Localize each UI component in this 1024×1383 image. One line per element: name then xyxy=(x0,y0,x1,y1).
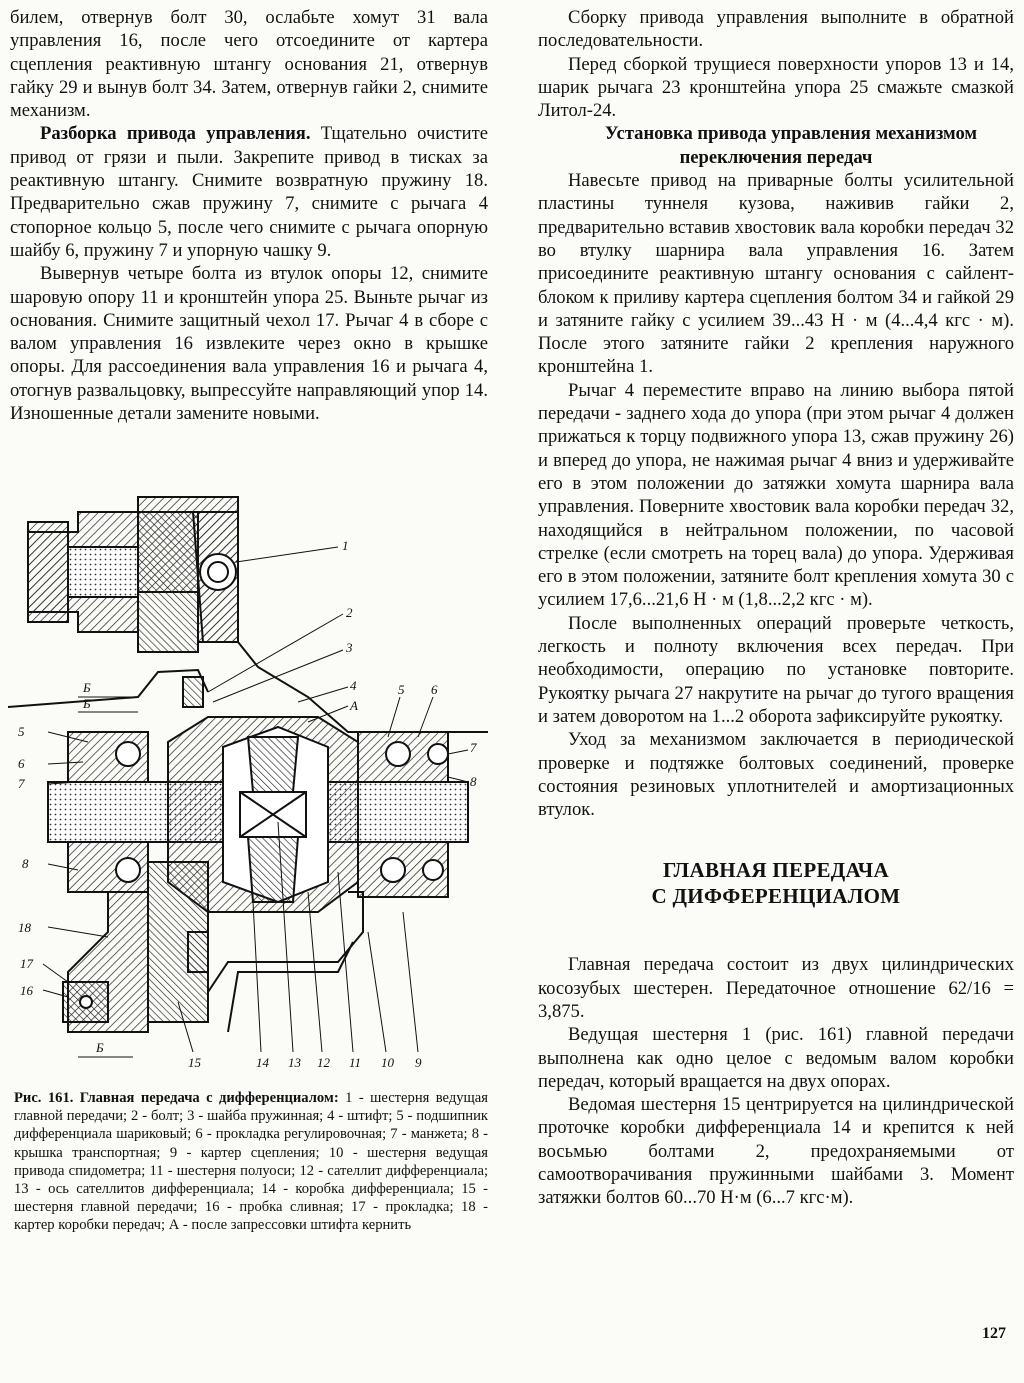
callout-18: 18 xyxy=(18,920,31,935)
left-paragraph-2-text: Тщательно очистите привод от грязи и пыли. Закрепите привод в тисках за реактивную штангу. Снимите возвратную пружину 18. Предварительно сжав пружину 7, снимите с рычага 4 стопорное кольцо 5, после чего снимите с рычага опорную шайбу 6, пружину 7 и упорную чашку 9. xyxy=(10,123,488,261)
right-paragraph-9: Ведомая шестерня 15 центрируется на цилиндрической проточке коробки дифференциала 14 и крепится к ней восьмью болтами 2, предохраняемыми от самоотворачивания пружинными шайбами 3. Момент затяжки болтов 60...70 Н·м (6...7 кгс·м). xyxy=(538,1094,1014,1209)
callout-4: 4 xyxy=(350,678,357,693)
callout-3: 3 xyxy=(346,640,353,655)
right-paragraph-3: Навесьте привод на приварные болты усилительной пластины туннеля кузова, наживив гайки 2, предварительно вставив хвостовик вала коробки передач 32 во втулку шарнира вала управления 16. Затем присоедините реактивную штангу основания с сайлент-блоком к приливу картера сцепления болтом 34 и гайкой 29 и затяните гайку с усилием 39...43 Н · м (4...4,4 кгс · м). После этого затяните гайки 2 крепления наружного кронштейна 1. xyxy=(538,170,1014,378)
callout-15: 15 xyxy=(188,1055,201,1070)
callout-8-left: 8 xyxy=(22,856,29,871)
right-paragraph-7: Главная передача состоит из двух цилиндрических косозубых шестерен. Передаточное отношение 62/16 = 3,875. xyxy=(538,954,1014,1022)
callout-6-left: 6 xyxy=(18,756,25,771)
callout-17: 17 xyxy=(20,956,33,971)
callout-14: 14 xyxy=(256,1055,269,1070)
satellite-lower xyxy=(248,837,298,902)
callout-9: 9 xyxy=(415,1055,422,1070)
satellite-upper xyxy=(248,737,298,792)
left-paragraph-2 xyxy=(10,122,488,262)
page-number: 127 xyxy=(982,1325,1006,1342)
right-paragraph-8: Ведущая шестерня 1 (рис. 161) главной передачи выполнена как одно целое с ведомым валом коробки передач, который вращается на двух опорах. xyxy=(538,1024,1014,1092)
section-mark-B-1: Б xyxy=(83,680,91,695)
left-text-column xyxy=(10,6,488,425)
callout-8-right: 8 xyxy=(470,774,477,789)
left-paragraph-3: Вывернув четыре болта из втулок опоры 12, снимите шаровую опору 11 и кронштейн упора 25. Выньте рычаг из основания. Снимите защитный чехол 17. Рычаг 4 в сборе с валом управления 16 извлеките через окно в крышке опоры. Для рассоединения вала управления 16 и рычага 4, отогнув развальцовку, выпрессуйте направляющий упор 14. Изношенные детали замените новыми. xyxy=(10,263,488,425)
left-paragraph-1: билем, отвернув болт 30, ослабьте хомут 31 вала управления 16, после чего отсоедините от картера сцепления реактивную штангу основания 21, отвернув гайку 29 и вынув болт 34. Затем, отвернув гайки 2, снимите механизм. xyxy=(10,7,488,122)
drive-gear-teeth xyxy=(138,512,198,652)
callout-6-right: 6 xyxy=(431,682,438,697)
right-paragraph-5: После выполненных операций проверьте четкость, легкость и полноту включения всех передач. При необходимости, операцию по установке повторите. Рукоятку рычага 27 накрутите на рычаг до тугого вращения и затем доворотом на 1...2 оборота зафиксируйте рукоятку. xyxy=(538,612,1014,727)
callout-A: А xyxy=(350,698,358,713)
callout-5-left: 5 xyxy=(18,724,25,739)
callout-1: 1 xyxy=(342,538,349,553)
right-paragraph-6: Уход за механизмом заключается в периодической проверке и подтяжке болтовых соединений, проверке состояния резиновых уплотнителей и амортизационных втулок. xyxy=(538,729,1014,821)
subheading-disassembly: Разборка привода управления. xyxy=(40,123,311,145)
callout-11: 11 xyxy=(349,1055,362,1070)
section-mark-B-2: Б xyxy=(83,696,91,711)
callout-12: 12 xyxy=(317,1055,330,1070)
right-text-column xyxy=(538,6,1014,1210)
right-paragraph-4: Рычаг 4 переместите вправо на линию выбора пятой передачи - заднего хода до упора (при этом рычаг 4 должен прижаться к торцу подвижного упора 13, сжав пружину 26) и вперед до упора, не нажимая рычаг 4 вниз и удерживайте его в этом положении до затяжки хомута шарнира вала управления. Поверните хвостовик вала коробки передач 32, находящийся в нейтральном положении, по часовой стрелке (если смотреть на торец вала) до упора. Удерживая его в этом положении, затяните болт крепления хомута 30 с усилием 17,6...21,6 Н · м (1,8...2,2 кгс · м). xyxy=(538,379,1014,611)
caption-title: Рис. 161. Главная передача с дифференциалом: xyxy=(14,1090,339,1106)
callout-13: 13 xyxy=(288,1055,301,1070)
section-title-line-2: С ДИФФЕРЕНЦИАЛОМ xyxy=(651,884,901,909)
section-title-line-1: ГЛАВНАЯ ПЕРЕДАЧА xyxy=(663,858,889,883)
figure-161-final-drive-diagram xyxy=(8,492,490,1077)
section-mark-B-3: Б xyxy=(96,1040,104,1055)
figure-161-caption xyxy=(14,1089,488,1235)
callout-10: 10 xyxy=(381,1055,394,1070)
right-paragraph-2: Перед сборкой трущиеся поверхности упоров 13 и 14, шарик рычага 23 кронштейна упора 25 смажьте смазкой Литол-24. xyxy=(538,53,1014,122)
caption-text: 1 - шестерня ведущая главной передачи; 2 - болт; 3 - шайба пружинная; 4 - штифт; 5 - подшипник дифференциала шариковый; 6 - прокладка регулировочная; 7 - манжета; 8 - крышка транспортная; 9 - картер сцепления; 10 - шестерня ведущая привода спидометра; 11 - шестерня полуоси; 12 - сателлит дифференциала; 13 - ось сателлитов дифференциала; 14 - коробка дифференциала; 15 - шестерня главной передачи; 16 - пробка сливная; 17 - прокладка; 18 - картер коробки передач; А - после запрессовки штифта кернить xyxy=(14,1090,488,1234)
section-title xyxy=(538,857,1014,909)
right-paragraph-1: Сборку привода управления выполните в обратной последовательности. xyxy=(538,7,1014,52)
callout-5-right: 5 xyxy=(398,682,405,697)
final-drive-cross-section xyxy=(8,492,490,1077)
subheading-installation: Установка привода управления механизмом переключения передач xyxy=(604,123,978,168)
callout-7-left: 7 xyxy=(18,776,25,791)
callout-16: 16 xyxy=(20,983,33,998)
callout-2: 2 xyxy=(346,605,353,620)
callout-7-right: 7 xyxy=(470,740,477,755)
